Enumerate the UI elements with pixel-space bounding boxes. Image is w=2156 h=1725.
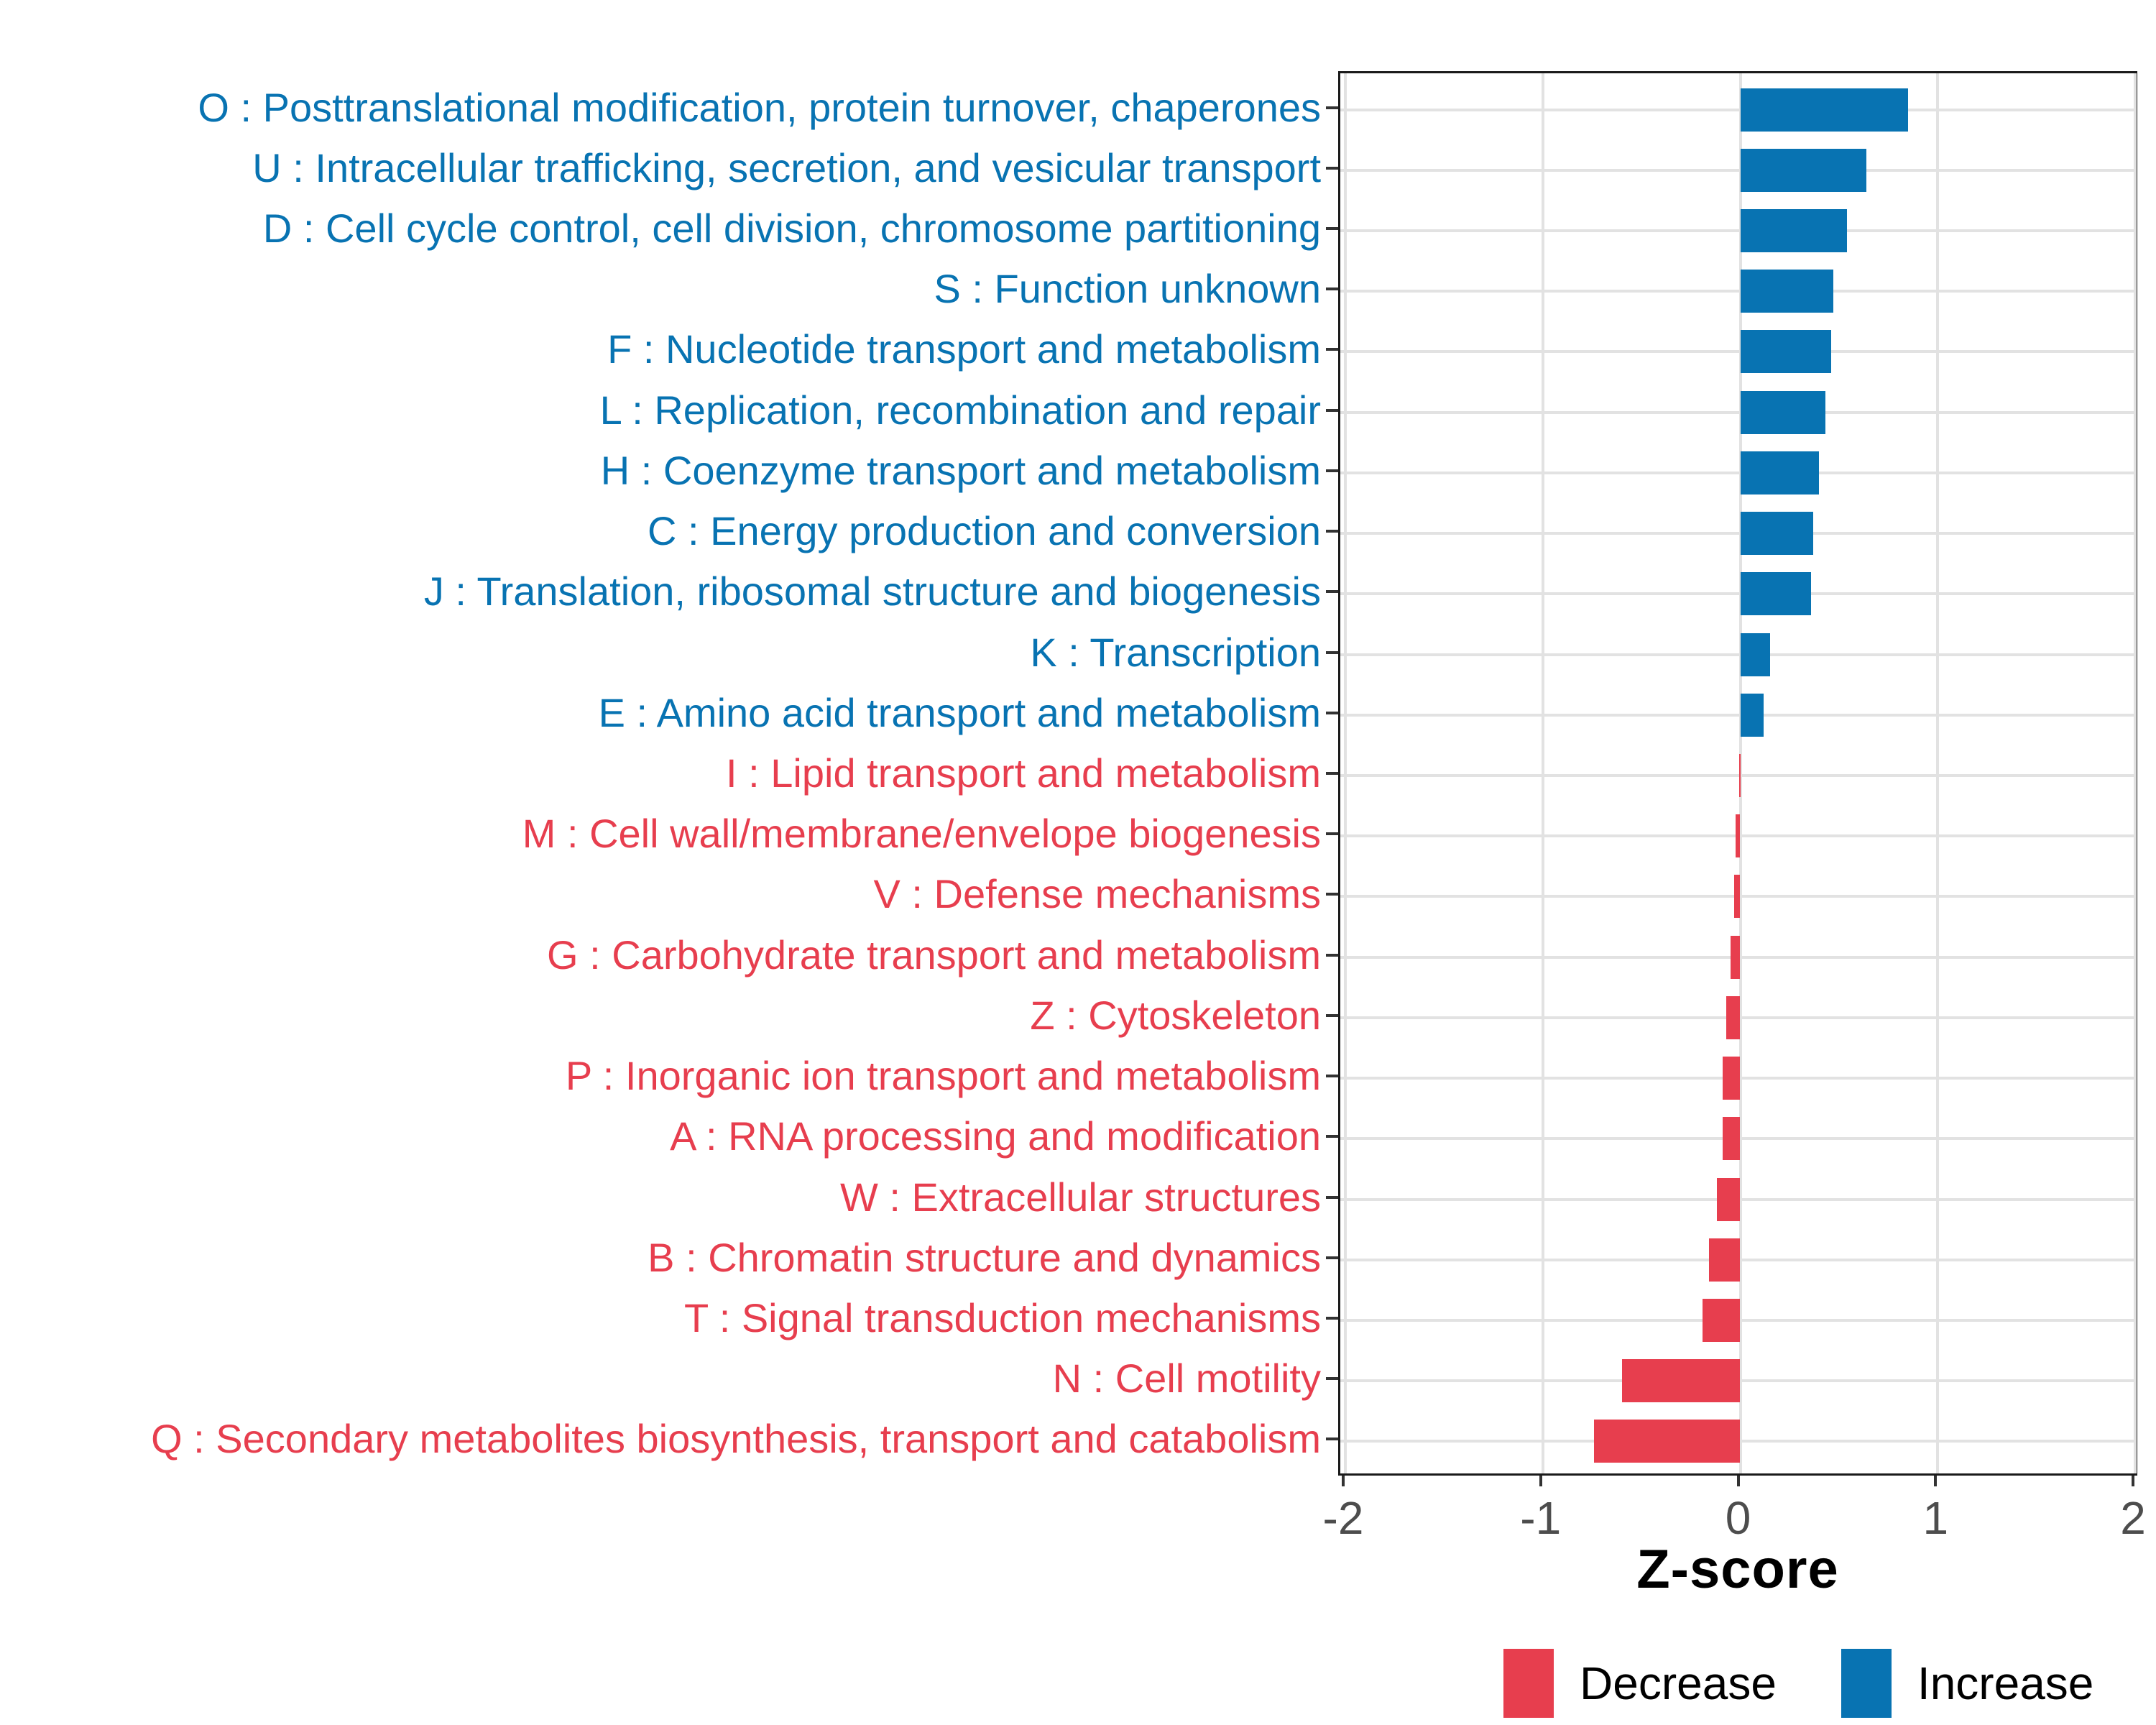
category-label-G: G : Carbohydrate transport and metabolism [547, 932, 1321, 978]
y-gridline [1340, 350, 2135, 353]
y-tick [1326, 409, 1338, 412]
bar-G [1731, 936, 1741, 979]
x-tick-label: 1 [1922, 1492, 1949, 1544]
legend-decrease-swatch [1503, 1649, 1554, 1718]
y-gridline [1340, 653, 2135, 656]
legend [1503, 1647, 2093, 1719]
y-tick [1326, 590, 1338, 593]
x-gridline [1542, 73, 1544, 1473]
x-gridline [1344, 73, 1347, 1473]
bar-E [1741, 694, 1764, 737]
category-label-U: U : Intracellular trafficking, secretion, and vesicular transport [252, 144, 1321, 190]
bar-U [1741, 149, 1867, 192]
bar-I [1739, 754, 1741, 797]
y-tick [1326, 832, 1338, 835]
y-gridline [1340, 532, 2135, 535]
category-label-Q: Q : Secondary metabolites biosynthesis, transport and catabolism [151, 1416, 1321, 1462]
category-label-V: V : Defense mechanisms [873, 871, 1321, 917]
y-tick [1326, 469, 1338, 472]
y-tick [1326, 954, 1338, 957]
x-tick [1934, 1476, 1937, 1486]
y-gridline [1340, 411, 2135, 414]
category-label-F: F : Nucleotide transport and metabolism [607, 326, 1321, 372]
y-gridline [1340, 109, 2135, 111]
y-gridline [1340, 472, 2135, 474]
legend-increase-label: Increase [1917, 1657, 2094, 1709]
y-gridline [1340, 290, 2135, 293]
category-label-N: N : Cell motility [1052, 1356, 1321, 1402]
y-tick [1326, 530, 1338, 533]
bar-C [1741, 512, 1814, 555]
x-gridline [1936, 73, 1939, 1473]
legend-decrease-label: Decrease [1580, 1657, 1777, 1709]
category-label-S: S : Function unknown [934, 266, 1321, 312]
category-label-P: P : Inorganic ion transport and metabolism [565, 1053, 1321, 1099]
category-label-A: A : RNA processing and modification [670, 1113, 1321, 1159]
bar-K [1741, 633, 1770, 676]
category-label-T: T : Signal transduction mechanisms [683, 1295, 1321, 1341]
y-tick [1326, 1135, 1338, 1138]
bar-T [1703, 1299, 1740, 1342]
bar-N [1622, 1359, 1741, 1402]
y-tick [1326, 288, 1338, 290]
y-gridline [1340, 774, 2135, 777]
bar-W [1717, 1178, 1741, 1221]
x-gridline [2134, 73, 2137, 1473]
y-gridline [1340, 169, 2135, 172]
x-tick-label: 0 [1725, 1492, 1751, 1544]
bar-V [1734, 875, 1740, 918]
y-tick [1326, 651, 1338, 654]
x-tick-label: -1 [1520, 1492, 1562, 1544]
y-tick [1326, 1075, 1338, 1077]
y-tick [1326, 712, 1338, 714]
category-label-Z: Z : Cytoskeleton [1030, 992, 1321, 1038]
y-tick [1326, 1196, 1338, 1199]
y-tick [1326, 1317, 1338, 1320]
bar-A [1723, 1117, 1741, 1160]
bar-Z [1726, 996, 1740, 1039]
category-label-J: J : Translation, ribosomal structure and biogenesis [423, 569, 1321, 615]
y-tick [1326, 227, 1338, 230]
y-tick [1326, 893, 1338, 896]
bar-D [1741, 209, 1847, 252]
category-label-M: M : Cell wall/membrane/envelope biogenesis [522, 811, 1321, 857]
bar-M [1736, 814, 1741, 857]
x-tick [2132, 1476, 2134, 1486]
y-gridline [1340, 592, 2135, 595]
category-label-E: E : Amino acid transport and metabolism [598, 689, 1321, 735]
y-tick [1326, 1377, 1338, 1380]
y-tick [1326, 772, 1338, 775]
y-tick [1326, 167, 1338, 170]
category-label-W: W : Extracellular structures [839, 1174, 1321, 1220]
y-tick [1326, 1438, 1338, 1440]
bar-F [1741, 330, 1831, 373]
category-label-H: H : Coenzyme transport and metabolism [600, 447, 1321, 493]
x-tick [1737, 1476, 1740, 1486]
y-gridline [1340, 229, 2135, 232]
bar-B [1709, 1238, 1741, 1282]
category-label-O: O : Posttranslational modification, protein turnover, chaperones [198, 84, 1321, 130]
bar-H [1741, 451, 1820, 494]
category-label-B: B : Chromatin structure and dynamics [648, 1234, 1321, 1280]
bar-L [1741, 391, 1825, 434]
y-gridline [1340, 714, 2135, 717]
x-tick [1342, 1476, 1345, 1486]
y-tick [1326, 106, 1338, 109]
x-tick-label: 2 [2120, 1492, 2146, 1544]
plot-panel [1338, 71, 2137, 1476]
y-tick [1326, 348, 1338, 351]
bar-O [1741, 88, 1909, 132]
category-label-K: K : Transcription [1030, 629, 1321, 675]
bar-Q [1594, 1420, 1740, 1463]
category-label-L: L : Replication, recombination and repair [599, 387, 1321, 433]
bar-J [1741, 572, 1812, 615]
bar-S [1741, 270, 1833, 313]
legend-increase-swatch [1841, 1649, 1892, 1718]
y-tick [1326, 1256, 1338, 1259]
category-label-D: D : Cell cycle control, cell division, chromosome partitioning [262, 205, 1321, 251]
y-tick [1326, 1014, 1338, 1017]
bar-P [1723, 1057, 1741, 1100]
category-label-I: I : Lipid transport and metabolism [726, 750, 1321, 796]
category-label-C: C : Energy production and conversion [648, 508, 1321, 554]
x-axis-title: Z-score [1636, 1539, 1839, 1600]
x-tick [1539, 1476, 1542, 1486]
x-tick-label: -2 [1322, 1492, 1364, 1544]
